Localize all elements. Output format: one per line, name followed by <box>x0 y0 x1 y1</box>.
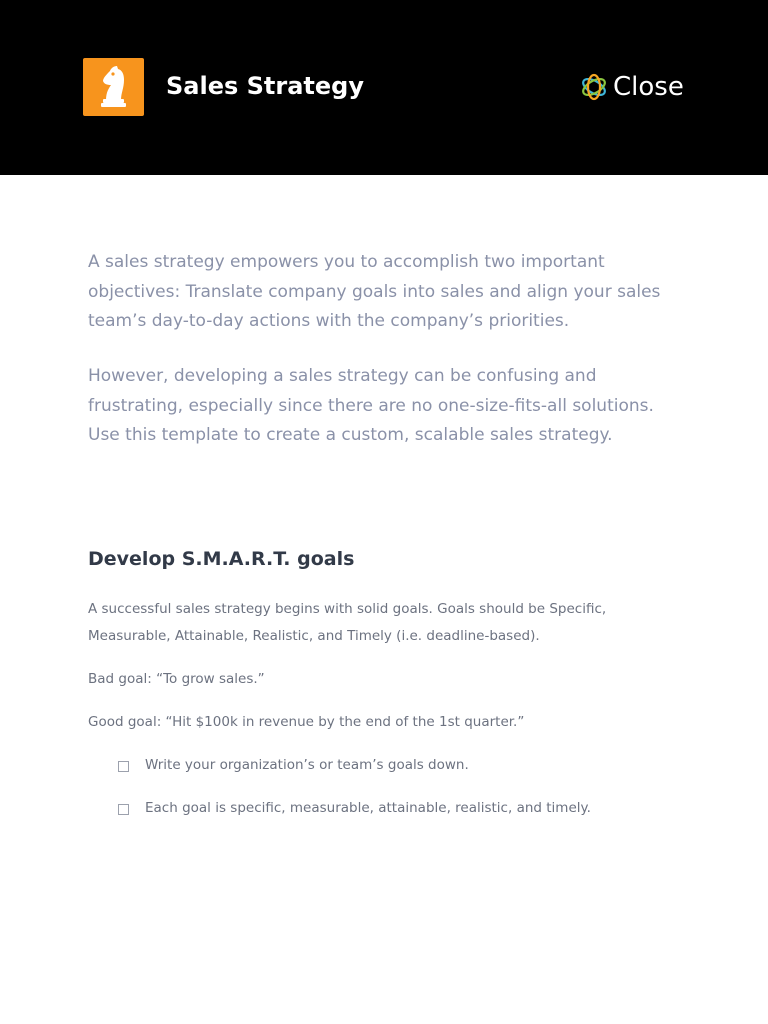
section-title: Develop S.M.A.R.T. goals <box>88 548 355 570</box>
intro-paragraph-1: A sales strategy empowers you to accomplish two important objectives: Translate company goals into sales and align your sales team’s day-to-day actions with the company’s priorities. <box>88 252 661 331</box>
brand-name: Close <box>613 72 684 102</box>
checklist-item[interactable] <box>118 752 698 779</box>
checklist-item-label: Write your organization’s or team’s goals down. <box>145 757 469 773</box>
checkbox[interactable] <box>118 761 129 772</box>
checklist-item-label: Each goal is specific, measurable, attainable, realistic, and timely. <box>145 800 591 816</box>
brand-logo <box>580 70 690 104</box>
close-logo-icon <box>580 72 608 102</box>
chess-knight-icon <box>83 58 144 116</box>
bad-goal-example: Bad goal: “To grow sales.” <box>88 671 265 687</box>
checkbox[interactable] <box>118 804 129 815</box>
page-title: Sales Strategy <box>166 72 364 100</box>
good-goal-example: Good goal: “Hit $100k in revenue by the end of the 1st quarter.” <box>88 714 525 730</box>
header-bar <box>0 0 768 175</box>
intro-paragraph-2: However, developing a sales strategy can be confusing and frustrating, especially since there are no one-size-fits-all solutions. Use this template to create a custom, scalable sales strategy. <box>88 366 654 445</box>
checklist-item[interactable] <box>118 795 698 822</box>
section-description: A successful sales strategy begins with solid goals. Goals should be Specific, Measurable, Attainable, Realistic, and Timely (i.e. deadline-based). <box>88 601 607 644</box>
